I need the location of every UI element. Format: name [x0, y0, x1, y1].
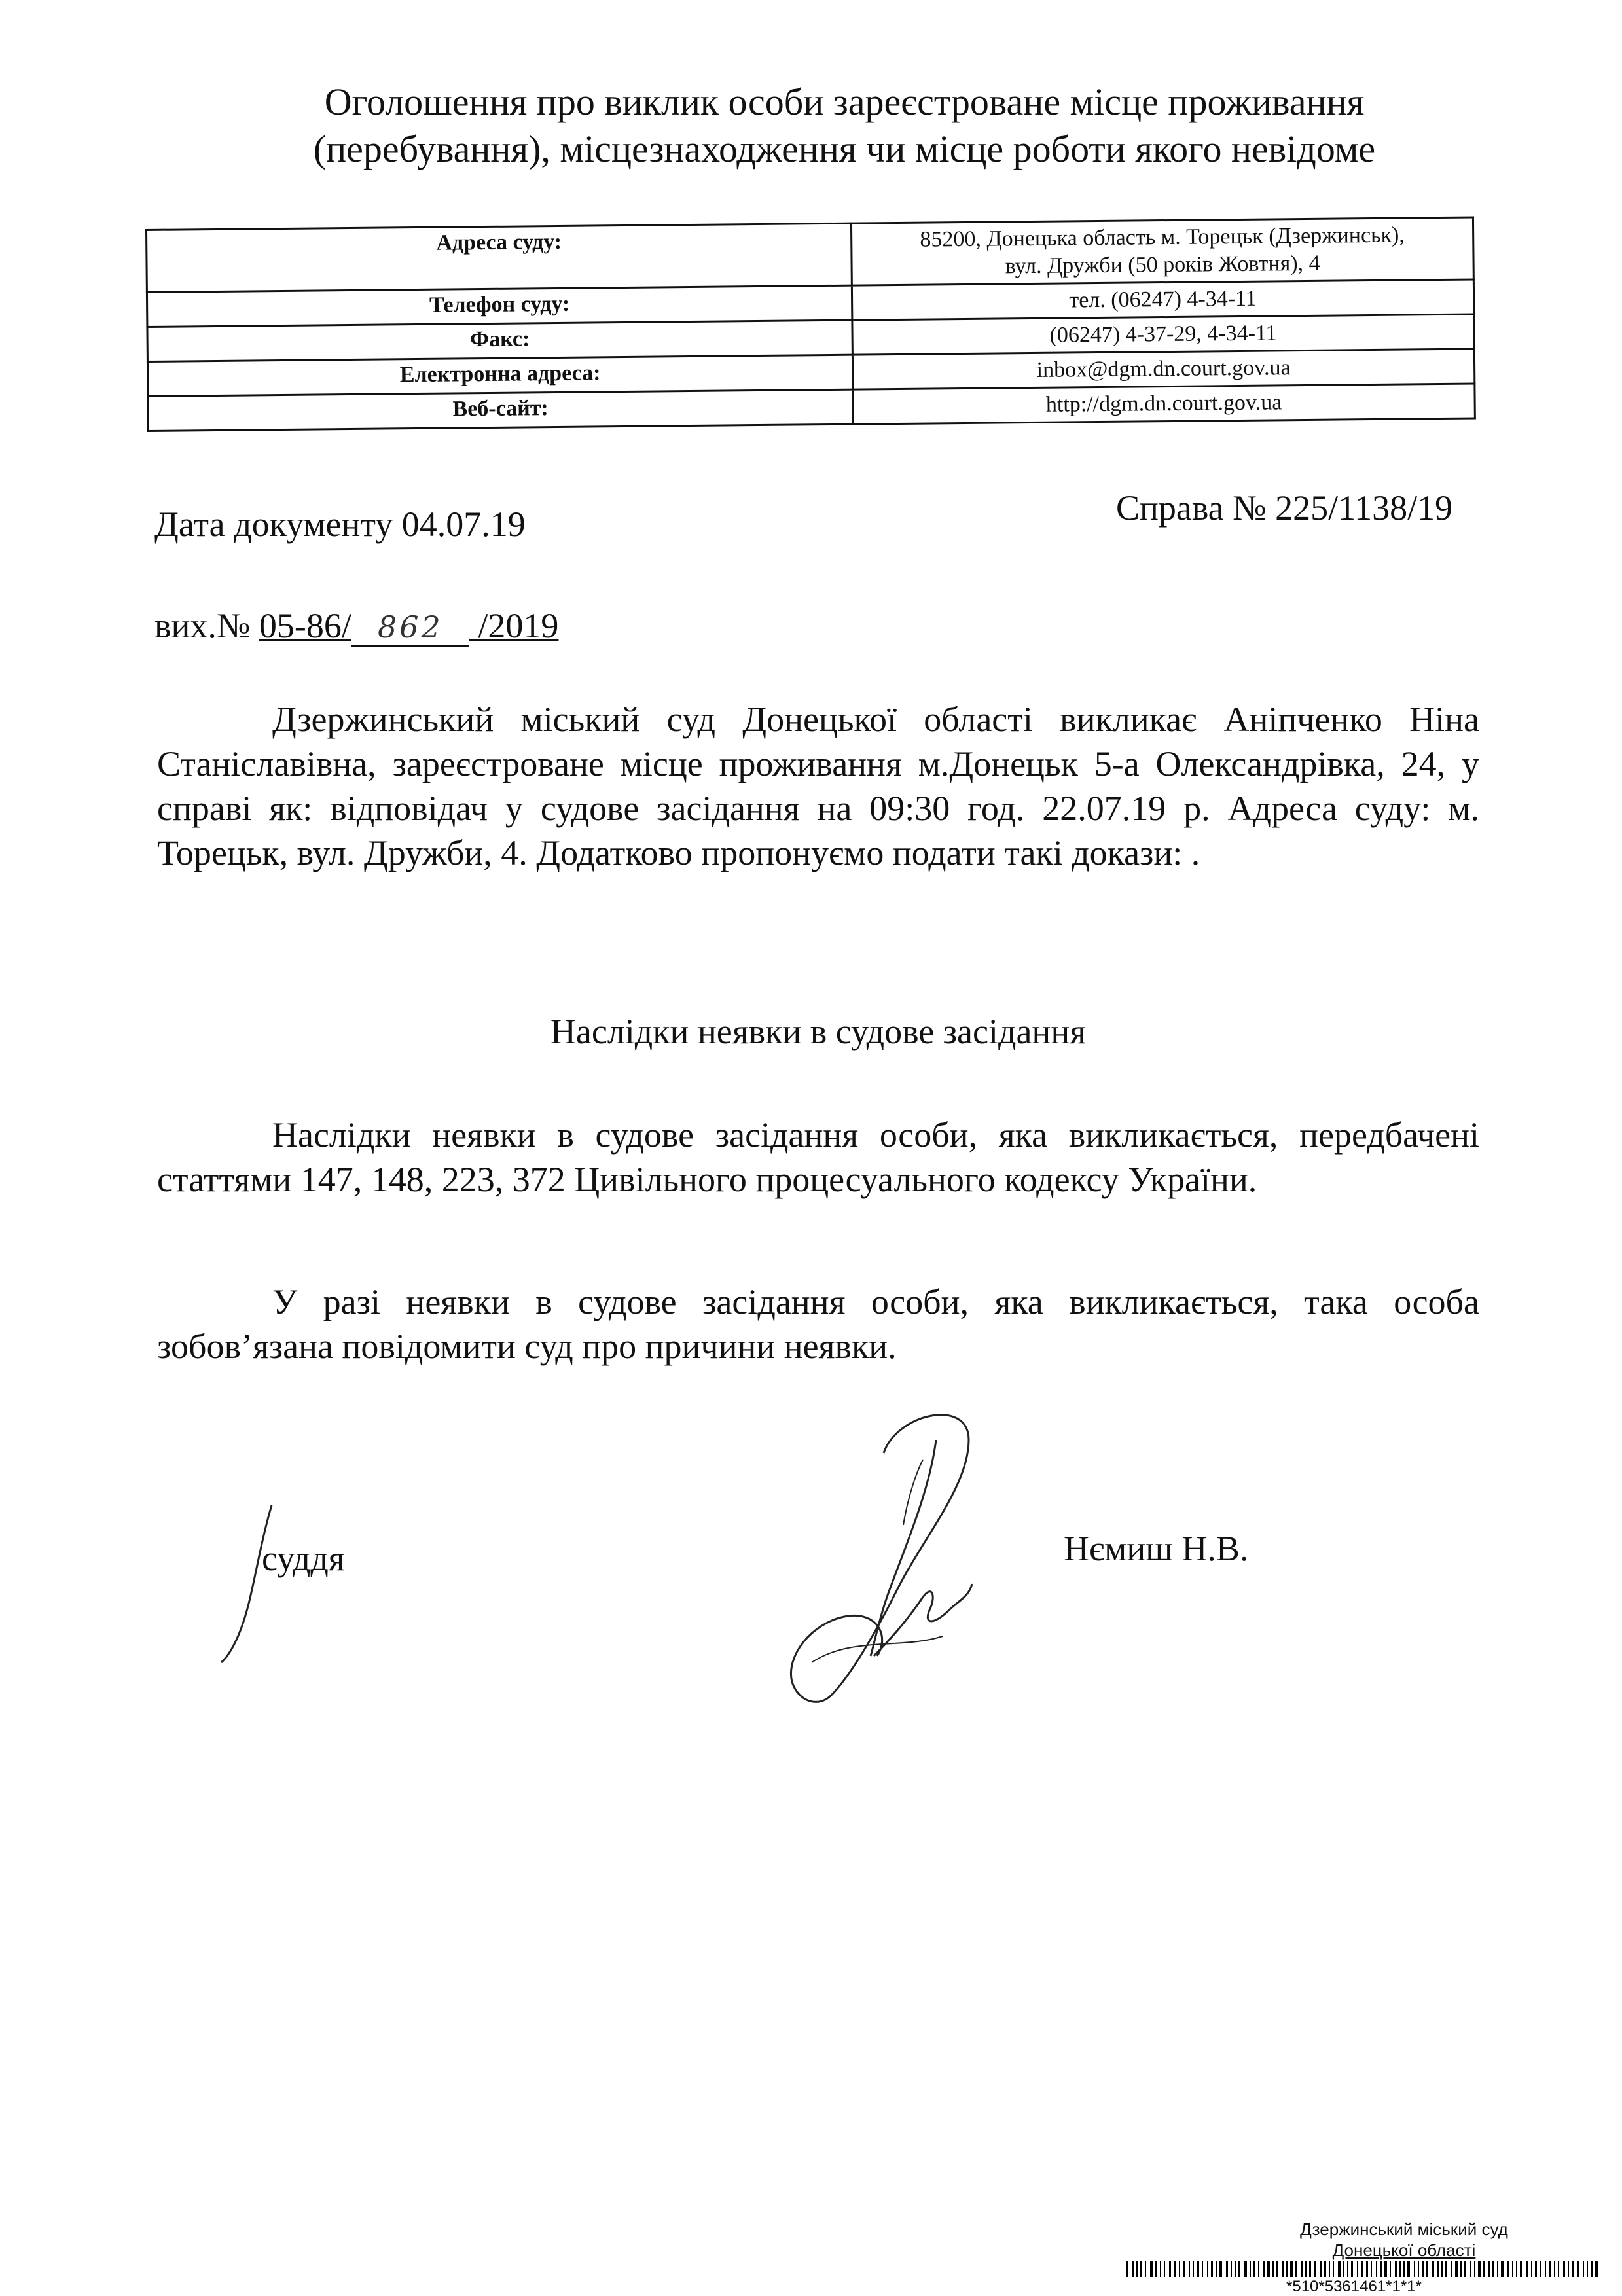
court-website-value: http://dgm.dn.court.gov.ua: [853, 384, 1475, 424]
consequences-heading: Наслідки неявки в судове засідання: [550, 1012, 1087, 1051]
barcode-bar: [1507, 2261, 1509, 2277]
barcode-bar: [1455, 2261, 1458, 2277]
barcode-bar: [1568, 2261, 1569, 2277]
judge-label-flourish: [209, 1499, 281, 1669]
barcode-bar: [1492, 2261, 1494, 2277]
barcode-bar: [1520, 2261, 1522, 2277]
barcode-bar: [1351, 2261, 1353, 2277]
barcode-bar: [1563, 2261, 1565, 2277]
barcode-bar: [1347, 2261, 1348, 2277]
barcode-bar: [1418, 2261, 1419, 2277]
barcode-bar: [1414, 2261, 1415, 2277]
barcode-bar: [1376, 2261, 1377, 2277]
barcode-bar: [1282, 2261, 1284, 2277]
outgoing-number: [154, 605, 558, 647]
barcode-bar: [1145, 2261, 1146, 2277]
barcode-bar: [1516, 2261, 1517, 2277]
barcode-bar: [1497, 2261, 1498, 2277]
document-barcode: [1126, 2261, 1604, 2280]
barcode-bar: [1324, 2261, 1326, 2277]
barcode-bar: [1174, 2261, 1176, 2277]
barcode-bar: [1595, 2261, 1598, 2277]
case-number: Справа № 225/1138/19: [1116, 488, 1453, 528]
barcode-bar: [1501, 2261, 1504, 2277]
barcode-bar: [1155, 2261, 1157, 2277]
barcode-bar: [1572, 2261, 1574, 2277]
barcode-bar: [1250, 2261, 1251, 2277]
barcode-bar: [1470, 2261, 1471, 2277]
court-info-table: [145, 217, 1476, 432]
barcode-bar: [1276, 2261, 1278, 2277]
barcode-bar: [1258, 2261, 1259, 2277]
barcode-bar: [1432, 2261, 1434, 2277]
court-stamp-line-1: Дзержинський міський суд: [1300, 2219, 1508, 2239]
court-email-label: Електронна адреса:: [147, 355, 852, 396]
barcode-bar: [1591, 2261, 1593, 2277]
court-address-value: [851, 217, 1473, 285]
barcode-bar: [1422, 2261, 1424, 2277]
consequences-paragraph-2: У разі неявки в судове засідання особи, яка викликається, така особа зобов’язана повідомити суд про причини неявки.: [157, 1282, 1479, 1366]
court-address-line-2: вул. Дружби (50 років Жовтня), 4: [1005, 251, 1320, 279]
barcode-bar: [1295, 2261, 1297, 2277]
court-address-label: Адреса суду:: [147, 223, 852, 292]
barcode-bar: [1197, 2261, 1199, 2277]
barcode-bar: [1403, 2261, 1405, 2277]
court-fax-value: (06247) 4-37-29, 4-34-11: [852, 314, 1474, 355]
barcode-bar: [1437, 2261, 1439, 2277]
barcode-bar: [1577, 2261, 1579, 2277]
court-address-line-1: 85200, Донецька область м. Торецьк (Дзержинськ),: [920, 223, 1405, 252]
outgoing-handwritten-number: 862: [351, 609, 469, 647]
barcode-bar: [1253, 2261, 1255, 2277]
barcode-bar: [1202, 2261, 1203, 2277]
barcode-bar: [1399, 2261, 1401, 2277]
judge-label: суддя: [262, 1539, 345, 1578]
barcode-bar: [1301, 2261, 1303, 2277]
barcode-bar: [1305, 2261, 1307, 2277]
barcode-bar: [1132, 2261, 1134, 2277]
barcode-bar: [1554, 2261, 1555, 2277]
barcode-bar: [1371, 2261, 1372, 2277]
court-email-value: inbox@dgm.dn.court.gov.ua: [852, 349, 1474, 389]
barcode-bar: [1211, 2261, 1213, 2277]
barcode-bar: [1583, 2261, 1584, 2277]
barcode-bar: [1535, 2261, 1537, 2277]
barcode-bar: [1338, 2261, 1341, 2277]
barcode-bar: [1216, 2261, 1217, 2277]
barcode-bar: [1445, 2261, 1447, 2277]
barcode-bar: [1587, 2261, 1588, 2277]
barcode-bar: [1263, 2261, 1265, 2277]
barcode-text: *510*5361461*1*1*: [1286, 2278, 1422, 2295]
barcode-bar: [1183, 2261, 1185, 2277]
barcode-bar: [1549, 2261, 1551, 2277]
barcode-bar: [1558, 2261, 1559, 2277]
barcode-bar: [1169, 2261, 1171, 2277]
court-stamp: [1247, 2219, 1561, 2261]
barcode-bar: [1244, 2261, 1247, 2277]
barcode-bar: [1366, 2261, 1368, 2277]
barcode-bar: [1478, 2261, 1481, 2277]
barcode-bar: [1451, 2261, 1452, 2277]
barcode-bar: [1526, 2261, 1528, 2277]
document-title: [196, 79, 1492, 173]
barcode-bar: [1286, 2261, 1288, 2277]
barcode-bar: [1126, 2261, 1128, 2277]
barcode-bar: [1164, 2261, 1165, 2277]
barcode-bar: [1219, 2261, 1222, 2277]
barcode-bar: [1333, 2261, 1334, 2277]
court-website-label: Веб-сайт:: [148, 389, 853, 431]
barcode-bar: [1395, 2261, 1397, 2277]
barcode-bar: [1384, 2261, 1387, 2277]
barcode-bar: [1272, 2261, 1274, 2277]
judge-name: Нємиш Н.В.: [1064, 1529, 1249, 1568]
title-line-2: (перебування), місцезнаходження чи місце роботи якого невідоме: [313, 128, 1376, 170]
outgoing-year: /2019: [469, 606, 559, 645]
barcode-bar: [1380, 2261, 1382, 2277]
barcode-bar: [1235, 2261, 1236, 2277]
outgoing-code: 05-86/: [259, 606, 351, 645]
title-line-1: Оголошення про виклик особи зареєстроване місце проживання: [324, 81, 1365, 123]
court-phone-label: Телефон суду:: [147, 285, 852, 327]
document-date: Дата документу 04.07.19: [154, 505, 526, 544]
barcode-bar: [1226, 2261, 1228, 2277]
court-stamp-line-2: Донецької області: [1332, 2240, 1476, 2260]
barcode-bar: [1545, 2261, 1546, 2277]
judge-signature: [772, 1401, 1021, 1715]
barcode-bar: [1136, 2261, 1138, 2277]
barcode-bar: [1320, 2261, 1322, 2277]
barcode-bar: [1441, 2261, 1443, 2277]
barcode-bar: [1407, 2261, 1410, 2277]
barcode-bar: [1160, 2261, 1161, 2277]
barcode-bar: [1464, 2261, 1466, 2277]
barcode-bar: [1343, 2261, 1344, 2277]
barcode-bar: [1474, 2261, 1475, 2277]
barcode-bar: [1390, 2261, 1391, 2277]
barcode-bar: [1267, 2261, 1270, 2277]
barcode-bar: [1309, 2261, 1311, 2277]
barcode-bar: [1488, 2261, 1490, 2277]
barcode-bar: [1426, 2261, 1428, 2277]
court-phone-value: тел. (06247) 4-34-11: [852, 279, 1473, 320]
barcode-bar: [1329, 2261, 1330, 2277]
barcode-bar: [1314, 2261, 1316, 2277]
summons-paragraph: Дзержинський міський суд Донецької області викликає Аніпченко Ніна Станіславівна, зареєстроване місце проживання м.Донецьк 5-а Олександрівка, 24, у справі як: відповідач у судове засідання на 09:30 год. 22.07.19 р. Адреса суду: м. Торецьк, вул. Дружби, 4. Додатково пропонуємо подати такі докази: .: [157, 700, 1479, 872]
barcode-bar: [1460, 2261, 1462, 2277]
barcode-bar: [1357, 2261, 1358, 2277]
barcode-bar: [1361, 2261, 1363, 2277]
barcode-bar: [1150, 2261, 1153, 2277]
court-fax-label: Факс:: [147, 320, 852, 361]
barcode-bar: [1512, 2261, 1513, 2277]
barcode-bar: [1179, 2261, 1180, 2277]
barcode-bar: [1238, 2261, 1240, 2277]
barcode-bar: [1531, 2261, 1532, 2277]
barcode-bar: [1540, 2261, 1541, 2277]
barcode-bar: [1231, 2261, 1232, 2277]
consequences-paragraph-1: Наслідки неявки в судове засідання особи, яка викликається, передбачені статтями 147, 148, 223, 372 Цивільного процесуального кодексу України.: [157, 1115, 1479, 1199]
barcode-bar: [1193, 2261, 1194, 2277]
barcode-bar: [1483, 2261, 1485, 2277]
outgoing-prefix: вих.№: [154, 606, 259, 645]
barcode-bar: [1207, 2261, 1208, 2277]
barcode-bar: [1290, 2261, 1293, 2277]
barcode-bar: [1189, 2261, 1190, 2277]
barcode-bar: [1140, 2261, 1142, 2277]
